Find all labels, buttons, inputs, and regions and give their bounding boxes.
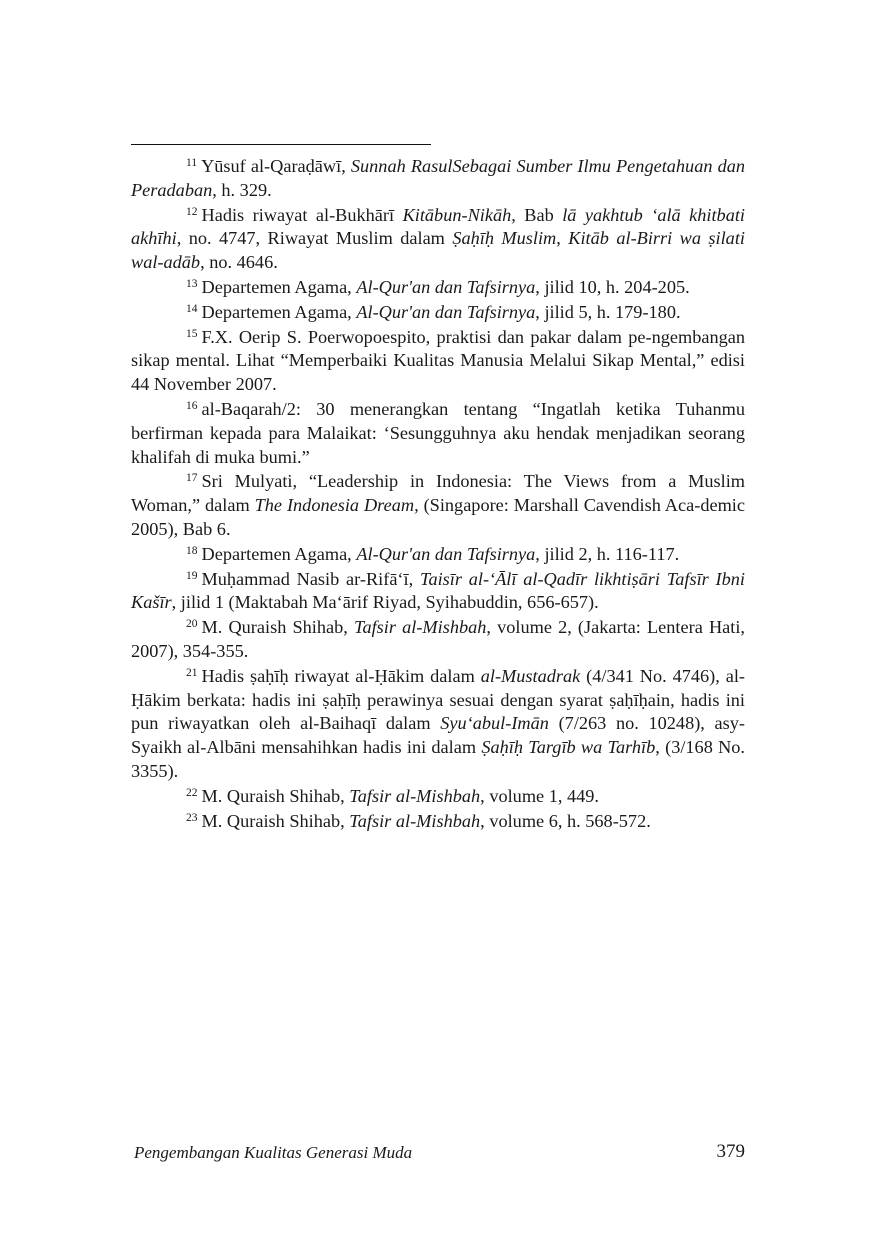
footnote-18 — [131, 543, 745, 567]
footnote-19 — [131, 568, 745, 616]
footnote-text: , h. 329. — [212, 179, 272, 200]
footnote-text: al-Baqarah/2: 30 menerangkan tentang “Ingatlah ketika Tuhanmu berfirman kepada para Malaikat: ‘Sesungguhnya aku hendak menjadikan seorang khalifah di muka bumi.” — [131, 398, 745, 467]
footnote-italic-text: Al-Qur'an dan Tafsirnya — [356, 301, 536, 322]
footnote-italic-text: Syu‘abul-Imān — [440, 713, 549, 734]
footnote-text: Bab — [515, 204, 563, 225]
footnote-italic-text: Taisīr al-‘Ālī al-Qadīr likhtiṣāri Tafsīr Ibni Kašīr — [131, 568, 746, 613]
footnote-italic-text: Tafsir al-Mishbah — [349, 785, 481, 806]
footnote-text: , no. 4646. — [200, 252, 278, 273]
footnote-text: F.X. Oerip S. Poerwopoespito, praktisi dan pakar dalam pe-ngembangan sikap mental. Lihat “Memperbaiki Kualitas Manusia Melalui Sikap Mental,” edisi 44 November 2007. — [131, 326, 745, 395]
footnote-italic-text: Kitāb al-Birri wa ṣilati wal-adāb — [131, 228, 745, 273]
footnote-italic-text: The Indonesia Dream, — [254, 495, 419, 516]
footnote-number: 16 — [186, 399, 198, 412]
footnote-italic-text: Kitābun-Nikāh, — [402, 204, 516, 225]
footnote-number: 11 — [186, 157, 198, 169]
running-footer-title: Pengembangan Kualitas Generasi Muda — [134, 1143, 413, 1162]
footnote-text: Departemen Agama, — [201, 543, 357, 564]
footnote-number: 20 — [186, 618, 198, 631]
footnote-text: , jilid 10, h. 204-205. — [535, 276, 690, 297]
footnote-text: Departemen Agama, — [201, 301, 357, 322]
footnote-italic-text: Al-Qur'an dan Tafsirnya — [356, 543, 536, 564]
footnote-number: 21 — [186, 666, 198, 679]
footnotes-section — [131, 155, 745, 834]
footnote-italic-text: Ṣaḥīḥ Muslim — [452, 228, 557, 249]
footnote-22 — [131, 785, 745, 809]
footnote-20 — [131, 616, 745, 664]
footnote-23 — [131, 810, 745, 834]
footnote-text: Departemen Agama, — [201, 276, 357, 297]
footnote-text: , — [556, 228, 569, 249]
footnote-italic-text: Al-Qur'an dan Tafsirnya — [356, 276, 536, 297]
footnote-italic-text: al-Mustadrak — [480, 665, 581, 686]
footnote-italic-text: Tafsir al-Mishbah — [353, 617, 487, 638]
footnote-number: 22 — [186, 786, 198, 799]
footnote-italic-text: Ṣaḥīḥ Targīb wa Tarhīb — [481, 737, 656, 758]
footnote-14 — [131, 301, 745, 325]
footnote-text: Hadis riwayat al-Bukhārī — [201, 204, 403, 225]
footnote-text: , volume 2, (Jakarta: Lentera Hati, 2007), 354-355. — [131, 617, 745, 661]
footnote-text: Muḥammad Nasib ar-Rifā‘ī, — [201, 568, 420, 589]
footnote-11 — [131, 155, 745, 203]
footnote-number: 17 — [186, 472, 198, 485]
footnote-13 — [131, 276, 745, 300]
footnote-number: 19 — [186, 569, 198, 582]
footnote-21 — [131, 665, 745, 784]
footnote-italic-text: Tafsir al-Mishbah — [349, 810, 481, 831]
footnote-15 — [131, 326, 745, 397]
footnote-number: 14 — [186, 302, 198, 315]
footnote-text: , (3/168 No. 3355). — [131, 737, 745, 781]
footnote-17 — [131, 470, 745, 541]
footnote-text: (4/341 No. 4746), al-Ḥākim berkata: hadis ini ṣaḥīḥ perawinya sesuai dengan syarat ṣaḥīḥain, hadis ini pun riwayatkan oleh al-Baihaqī dalam — [131, 665, 745, 734]
footnote-separator-rule — [131, 144, 431, 145]
footnote-italic-text: lā yakhtub ‘alā khitbati akhīhi — [131, 204, 745, 249]
footnote-text: M. Quraish Shihab, — [201, 785, 350, 806]
footnote-number: 23 — [186, 811, 198, 824]
footnote-text: Sri Mulyati, “Leadership in Indonesia: The Views from a Muslim Woman,” dalam — [131, 471, 745, 516]
footnote-text: , jilid 2, h. 116-117. — [535, 543, 680, 564]
footnote-text: Yūsuf al-Qaraḍāwī, — [201, 156, 351, 176]
footnote-number: 12 — [186, 205, 198, 218]
footnote-number: 13 — [186, 277, 198, 290]
footnote-text: , jilid 1 (Maktabah Ma‘ārif Riyad, Syihabuddin, 656-657). — [171, 592, 599, 613]
footnote-text: (Singapore: Marshall Cavendish Aca-demic 2005), Bab 6. — [131, 495, 745, 539]
footnote-text: M. Quraish Shihab, — [201, 810, 350, 831]
footnote-number: 18 — [186, 544, 198, 557]
footnote-text: , no. 4747, Riwayat Muslim dalam — [176, 228, 453, 249]
footnote-number: 15 — [186, 327, 198, 340]
page-number: 379 — [716, 1141, 745, 1162]
footnote-12 — [131, 204, 745, 275]
footnote-text: , volume 1, 449. — [480, 785, 599, 806]
footnote-text: Hadis ṣaḥīḥ riwayat al-Ḥākim dalam — [201, 665, 481, 686]
footnote-16 — [131, 398, 745, 469]
footnote-italic-text: Sunnah RasulSebagai Sumber Ilmu Pengetahuan dan Peradaban — [131, 156, 745, 200]
footnote-text: (7/263 no. 10248), asy-Syaikh al-Albāni mensahihkan hadis ini dalam — [131, 713, 745, 758]
footnote-text: M. Quraish Shihab, — [201, 617, 354, 638]
footnote-text: , volume 6, h. 568-572. — [480, 810, 651, 831]
footnote-text: , jilid 5, h. 179-180. — [535, 301, 681, 322]
